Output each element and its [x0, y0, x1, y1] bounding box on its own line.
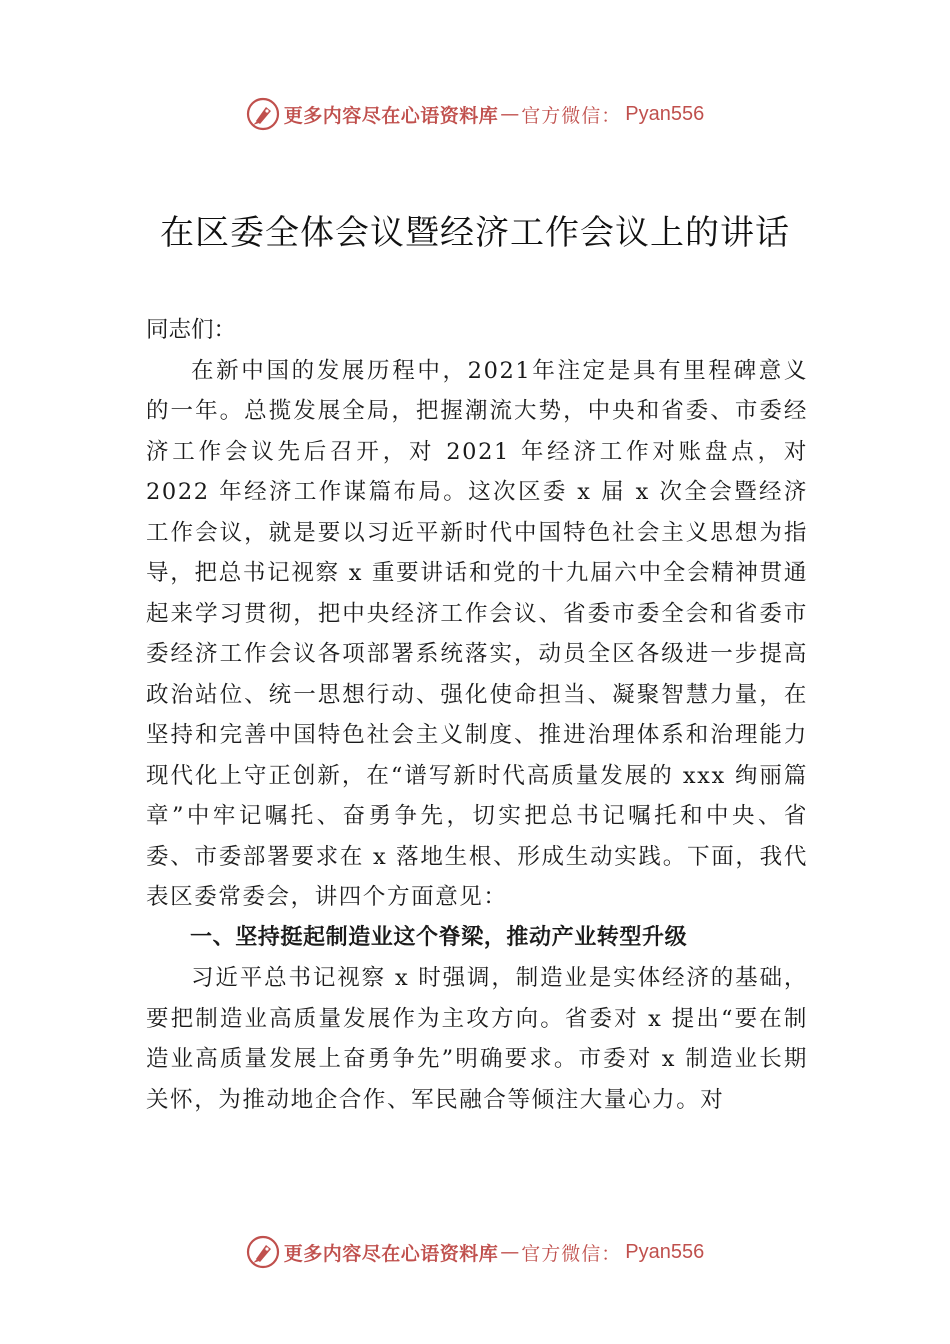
document-title: 在区委全体会议暨经济工作会议上的讲话	[160, 213, 790, 253]
banner-main-text: 更多内容尽在心语资料库	[283, 104, 499, 127]
banner-dash: —	[500, 1241, 520, 1263]
document-body	[146, 310, 808, 1120]
paragraph-section-1: 习近平总书记视察 x 时强调，制造业是实体经济的基础，要把制造业高质量发展作为主攻方向。省委对 x 提出“要在制造业高质量发展上奋勇争先”明确要求。市委对 x 制造业长期关怀，为推动地企合作、军民融合等倾注大量心力。对	[146, 965, 808, 1113]
pen-nib-logo-icon	[246, 97, 280, 131]
banner-wechat-label: 官方微信：	[521, 1242, 622, 1265]
banner-wechat-label: 官方微信：	[521, 104, 622, 127]
footer-banner	[0, 1232, 950, 1272]
paragraph-intro: 在新中国的发展历程中，2021年注定是具有里程碑意义的一年。总揽发展全局，把握潮流大势，中央和省委、市委经济工作会议先后召开，对 2021 年经济工作对账盘点，对 2022 年经济工作谋篇布局。这次区委 x 届 x 次全会暨经济工作会议，就是要以习近平新时代中国特色社会主义思想为指导，把总书记视察 x 重要讲话和党的十九届六中全会精神贯通起来学习贯彻，把中央经济工作会议、省委市委全会和省委市委经济工作会议各项部署系统落实，动员全区各级进一步提高政治站位、统一思想行动、强化使命担当、凝聚智慧力量，在坚持和完善中国特色社会主义制度、推进治理体系和治理能力现代化上守正创新，在“谱写新时代高质量发展的 xxx 绚丽篇章”中牢记嘱托、奋勇争先，切实把总书记嘱托和中央、省委、市委部署要求在 x 落地生根、形成生动实践。下面，我代表区委常委会，讲四个方面意见：	[146, 357, 808, 910]
banner-dash: —	[500, 103, 520, 125]
banner-wechat-id: Pyan556	[625, 1240, 705, 1263]
section-heading-1: 一、坚持挺起制造业这个脊梁，推动产业转型升级	[190, 924, 688, 950]
greeting: 同志们：	[146, 317, 237, 343]
pen-nib-logo-icon	[246, 1235, 280, 1269]
banner-wechat-id: Pyan556	[625, 102, 705, 125]
header-banner	[0, 94, 950, 134]
banner-main-text: 更多内容尽在心语资料库	[283, 1242, 499, 1265]
